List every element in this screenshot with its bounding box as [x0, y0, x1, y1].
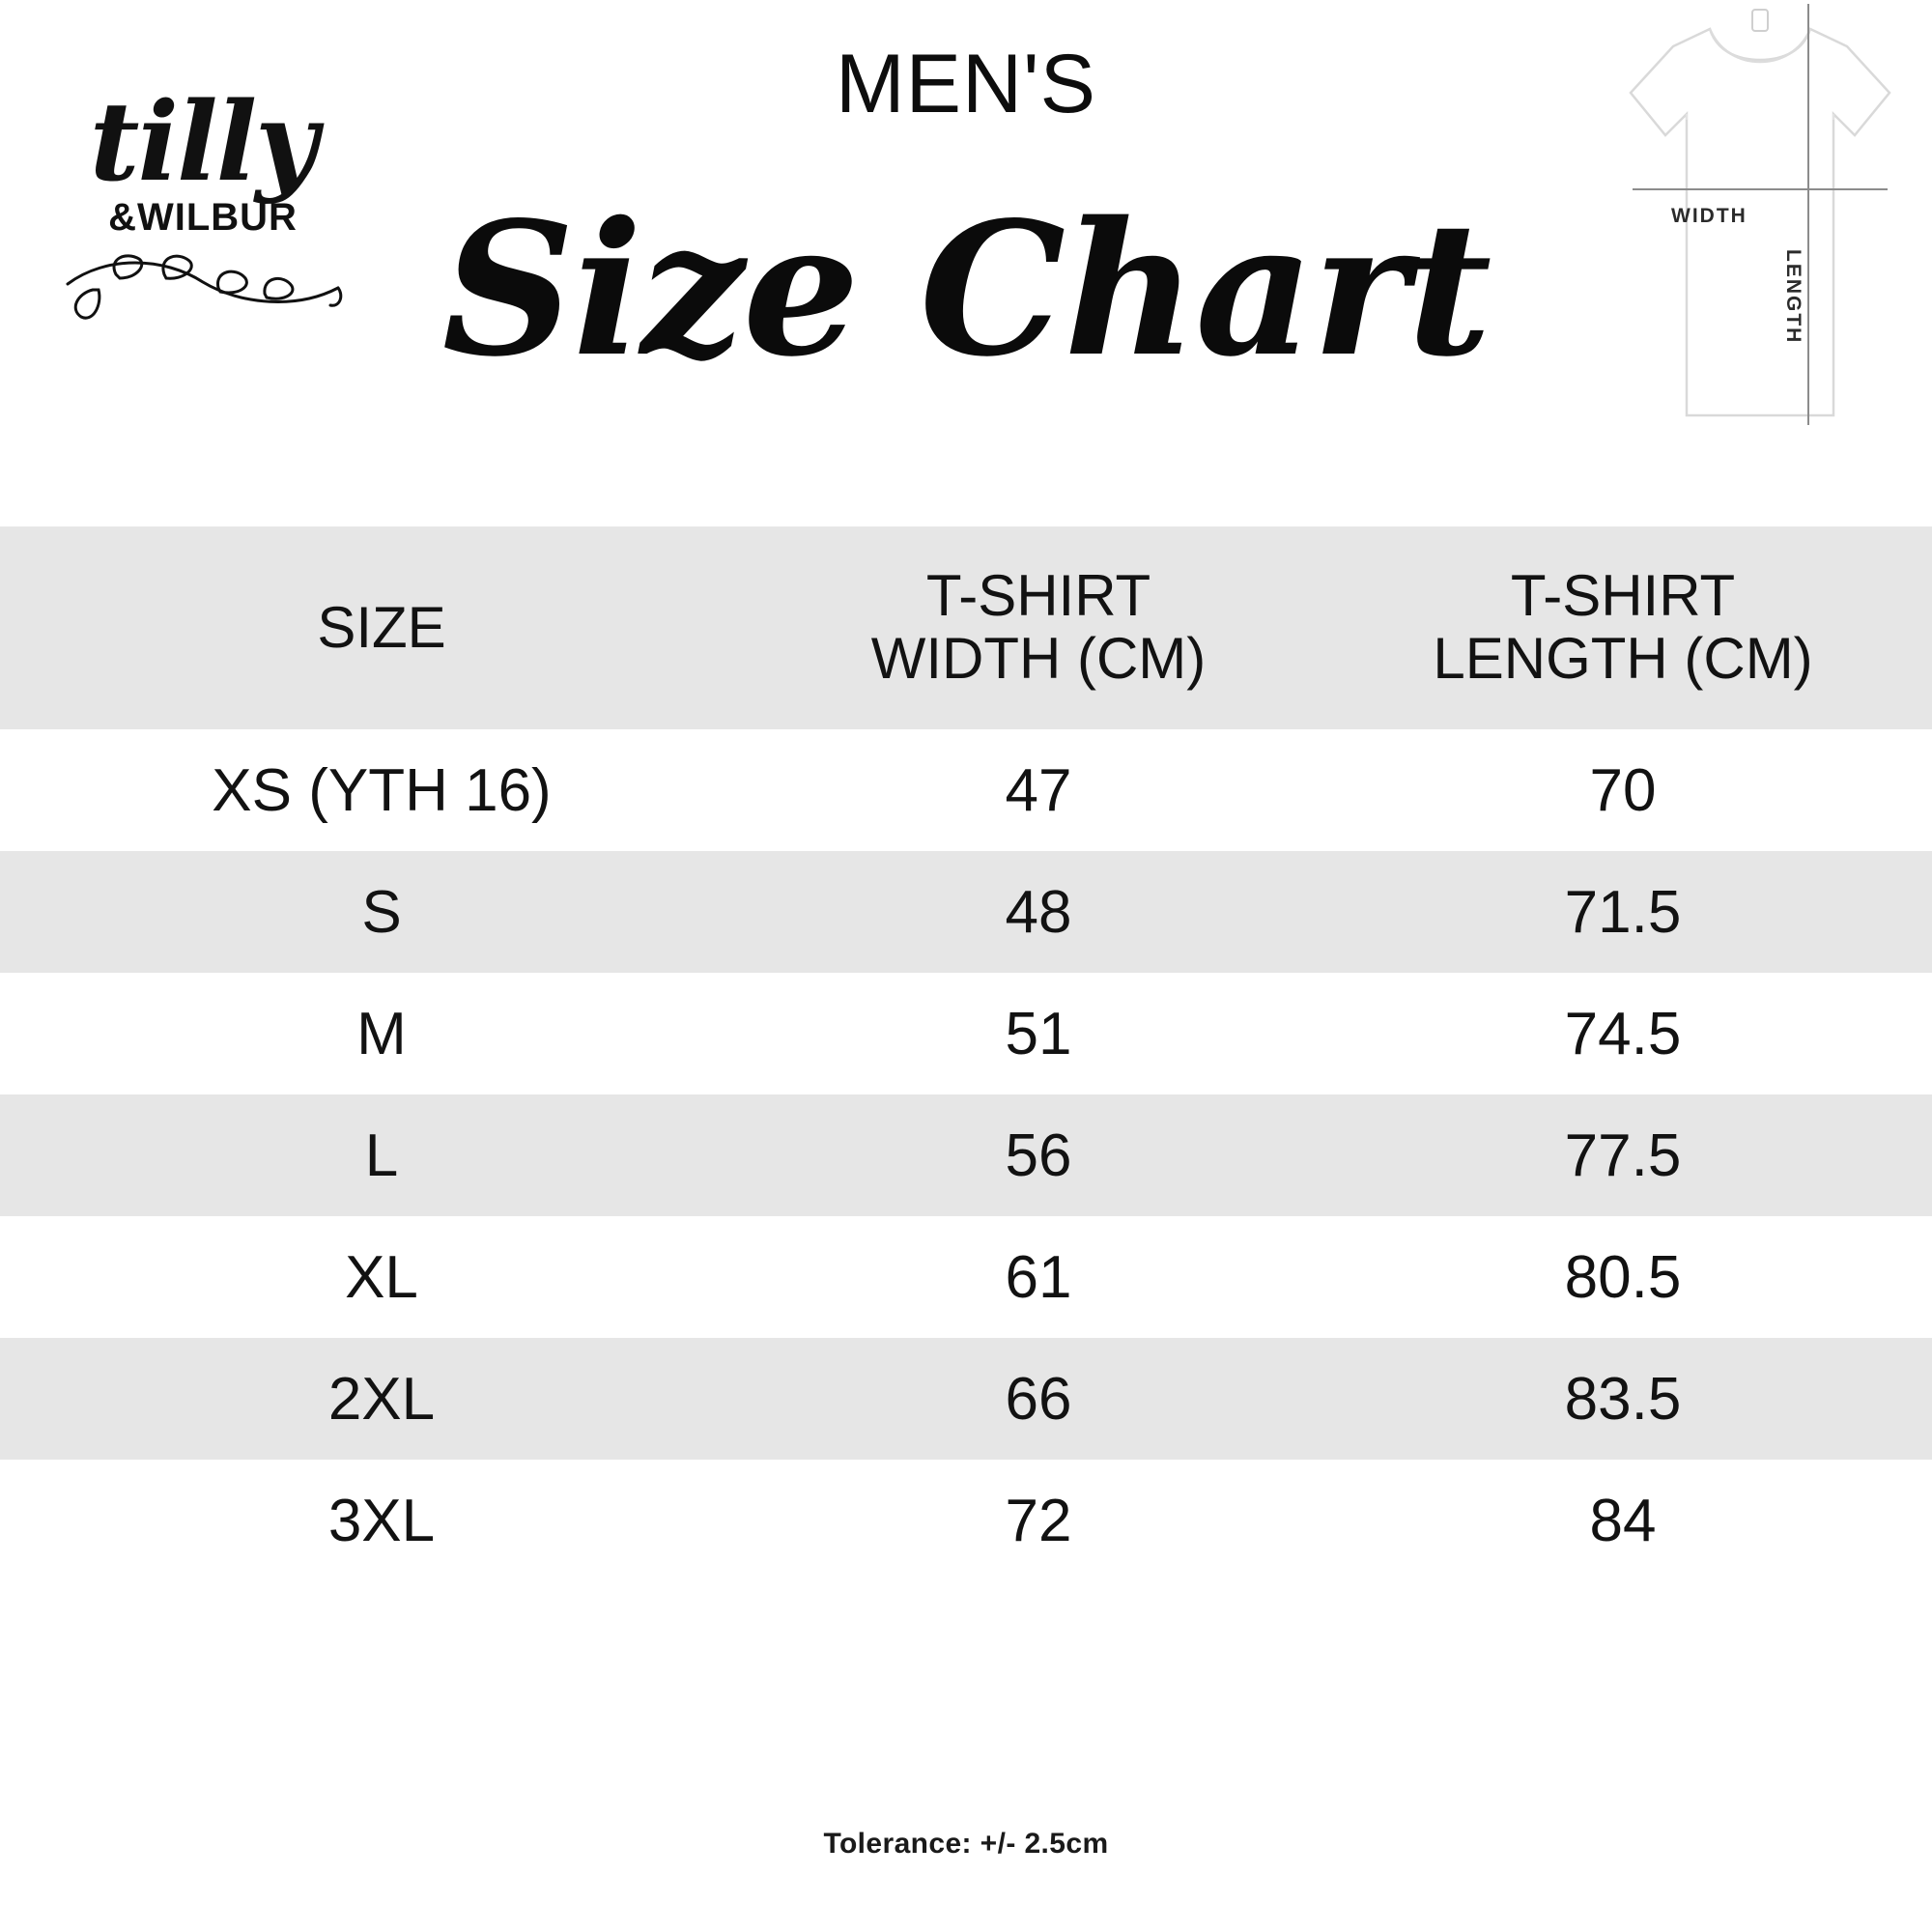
cell-length: 84 — [1589, 1487, 1657, 1554]
cell-length: 70 — [1589, 756, 1657, 824]
brand-name-script: tilly — [89, 79, 317, 206]
cell-size: S — [361, 878, 402, 946]
brand-name-sub: &WILBUR — [108, 196, 298, 240]
cell-size: 3XL — [327, 1487, 436, 1554]
tshirt-measurement-diagram — [1605, 0, 1915, 435]
cell-width: 47 — [1005, 756, 1072, 824]
cell-length: 71.5 — [1564, 878, 1682, 946]
table-row — [0, 973, 1932, 1094]
cell-length: 74.5 — [1564, 1000, 1682, 1067]
diagram-length-label: LENGTH — [1782, 249, 1804, 345]
cell-size: L — [364, 1122, 399, 1189]
column-header-width — [763, 565, 1314, 691]
cell-size: XS (YTH 16) — [212, 756, 552, 824]
column-header-size: SIZE — [317, 594, 446, 660]
diagram-width-label: WIDTH — [1671, 205, 1747, 227]
size-chart-table — [0, 526, 1932, 1581]
page-title: Size Chart — [441, 182, 1491, 397]
table-row — [0, 729, 1932, 851]
column-header-width-line2: WIDTH (CM) — [870, 626, 1207, 691]
cell-width: 48 — [1005, 878, 1072, 946]
cell-length: 80.5 — [1564, 1243, 1682, 1311]
table-row — [0, 1460, 1932, 1581]
column-header-length — [1314, 565, 1932, 691]
column-header-width-line1: T-SHIRT — [925, 563, 1151, 629]
cell-width: 72 — [1005, 1487, 1072, 1554]
tolerance-note: Tolerance: +/- 2.5cm — [823, 1828, 1109, 1860]
table-header-row — [0, 526, 1932, 729]
cell-width: 66 — [1005, 1365, 1072, 1433]
tshirt-icon — [1605, 0, 1915, 435]
cell-size: M — [356, 1000, 407, 1067]
column-header-length-line2: LENGTH (CM) — [1433, 626, 1813, 691]
cell-length: 83.5 — [1564, 1365, 1682, 1433]
cell-size: XL — [345, 1243, 418, 1311]
cell-width: 56 — [1005, 1122, 1072, 1189]
table-row — [0, 1338, 1932, 1460]
cell-length: 77.5 — [1564, 1122, 1682, 1189]
cell-width: 61 — [1005, 1243, 1072, 1311]
column-header-length-line1: T-SHIRT — [1510, 563, 1736, 629]
page-eyebrow-title: MEN'S — [836, 38, 1096, 130]
cell-size: 2XL — [327, 1365, 436, 1433]
table-row — [0, 1216, 1932, 1338]
table-row — [0, 851, 1932, 973]
cell-width: 51 — [1005, 1000, 1072, 1067]
header — [0, 0, 1932, 526]
table-row — [0, 1094, 1932, 1216]
